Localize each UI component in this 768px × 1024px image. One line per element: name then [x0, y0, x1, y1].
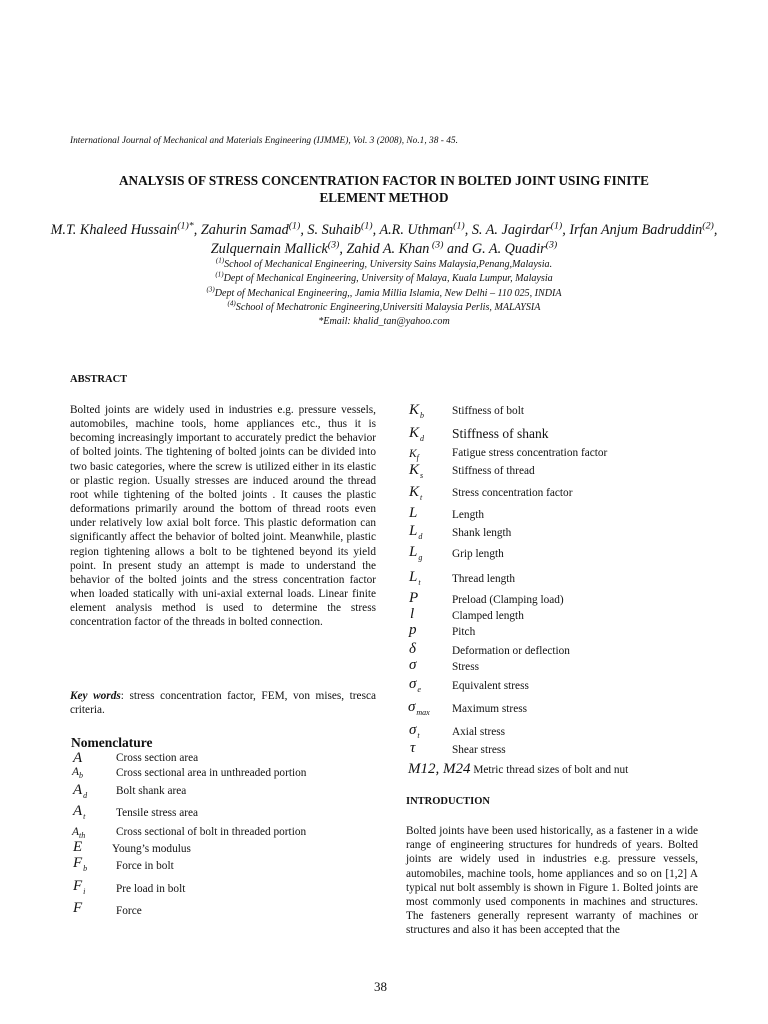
nom-symbol: M12, M24 — [408, 761, 471, 777]
nom-subscript: g — [418, 553, 423, 562]
nom-symbol-char: A — [72, 766, 80, 778]
nom-symbol — [73, 878, 85, 895]
affiliation — [40, 258, 728, 272]
affiliation-list — [40, 258, 728, 329]
nom-subscript: max — [416, 708, 430, 717]
author-affiliation-mark: (3) — [327, 239, 340, 251]
affiliation-mark: (1) — [215, 270, 224, 279]
nom-symbol-char: σ — [409, 722, 417, 738]
nom-subscript: b — [79, 771, 84, 780]
author-separator: , — [713, 222, 718, 238]
author-affiliation-mark: (1)* — [177, 220, 194, 232]
nom-subscript: t — [83, 812, 86, 821]
author-separator: , — [300, 222, 308, 238]
affiliation-mark: (4) — [227, 299, 236, 308]
page-number: 38 — [374, 979, 387, 994]
nom-description: Force — [116, 905, 142, 917]
abstract-body: Bolted joints are widely used in industries e.g. pressure vessels, automobiles, machine tools, home appliances etc., thus it is becoming increasingly important to accurately predict the behavior of bolted joints. The tightening of bolted joints can be divided into two basic categories, where the screw is utilized either in its elastic or plastic region. Usually stresses are induced around the thread root while tightening of the bolted joints . It causes the plastic deformations primarily around the bottom of thread roots even under relatively low axial bolt force. This plastic deformation can significantly affect the behavior of bolted joint. Meanwhile, plastic region tightening allows a bolt to be tightened beyond its yield point. In present study an attempt is made to understand the behavior of the bolted joints and the stress concentration factor when loaded statically with uni-axial external loads. Linear finite element analysis method is used to determine the stress concentration factor of the threads in bolted connection. — [70, 404, 376, 629]
nom-symbol-char: E — [73, 839, 83, 855]
author: M.T. Khaleed Hussain — [50, 222, 178, 238]
nom-symbol — [409, 676, 421, 693]
affiliation-mark: (1) — [215, 256, 225, 265]
nom-symbol-char: δ — [409, 641, 416, 657]
keywords-label: Key words — [70, 690, 121, 702]
nom-description: Young’s modulus — [112, 843, 191, 855]
nom-symbol — [409, 523, 422, 540]
nom-symbol-char: L — [409, 505, 418, 521]
introduction-body: Bolted joints have been used historically, as a fastener in a wide range of engineering structures for hundreds of years. Bolted joints are widely used in industries e.g. pressure vessels, automobiles, machine tools, home appliances and so on [1,2] A typical nut bolt assembly is shown in Figure 1. Bolted joints are most commonly used components in machines and structures. The fasteners generally represent warranty of machines or structures and also it has been accepted that the — [406, 825, 698, 937]
nom-description: Stiffness of bolt — [452, 405, 524, 417]
nom-symbol-char: A — [73, 782, 83, 798]
nom-description: Force in bolt — [116, 860, 174, 872]
author-affiliation-mark: (2) — [702, 220, 714, 232]
nom-symbol-char: K — [409, 484, 420, 500]
author-separator: , — [339, 241, 347, 257]
author-separator: , — [372, 222, 380, 238]
nom-description: Axial stress — [452, 726, 506, 738]
nom-description: Tensile stress area — [116, 807, 199, 819]
nom-description: Thread length — [452, 573, 516, 585]
abstract-heading: ABSTRACT — [70, 374, 128, 385]
nom-symbol — [409, 402, 424, 419]
author: Zahid A. Khan — [346, 241, 430, 257]
nom-symbol — [72, 826, 85, 838]
nom-symbol — [410, 606, 414, 623]
nom-subscript: d — [418, 532, 423, 541]
nom-symbol-char: τ — [410, 740, 416, 756]
nom-subscript: t — [417, 731, 420, 740]
nom-description: Cross sectional area in unthreaded portion — [116, 767, 307, 779]
nom-symbol-char: A — [72, 826, 80, 838]
nom-symbol-char: P — [409, 590, 419, 606]
nom-subscript: d — [420, 434, 425, 443]
keywords — [70, 689, 376, 717]
nom-symbol-char: σ — [409, 676, 417, 692]
author: Irfan Anjum Badruddin — [569, 222, 703, 238]
nom-symbol — [410, 740, 415, 757]
nom-subscript: b — [83, 864, 88, 873]
nom-symbol-char: l — [410, 606, 415, 622]
affiliation-mark: (3) — [206, 285, 215, 294]
nom-description: Pitch — [452, 626, 476, 638]
affiliation-text: School of Mechanical Engineering, University Sains Malaysia,Penang,Malaysia. — [224, 259, 553, 270]
journal-citation: International Journal of Mechanical and Materials Engineering (IJMME), Vol. 3 (2008), No.1, 38 - 45. — [70, 136, 458, 146]
nom-description: Pre load in bolt — [116, 883, 186, 895]
nomenclature-heading: Nomenclature — [71, 735, 153, 750]
nom-description: Cross sectional of bolt in threaded portion — [116, 826, 307, 838]
nom-description: Fatigue stress concentration factor — [452, 447, 608, 459]
affiliation-text: School of Mechatronic Engineering,Universiti Malaysia Perlis, MALAYSIA — [235, 301, 541, 313]
nom-description: Stress concentration factor — [452, 487, 573, 499]
nom-description: Shear stress — [452, 744, 506, 756]
title-line-1: ANALYSIS OF STRESS CONCENTRATION FACTOR IN BOLTED JOINT USING FINITE — [119, 173, 649, 188]
author-affiliation-mark: (1) — [288, 220, 301, 232]
nom-symbol — [73, 782, 87, 799]
nom-symbol — [409, 425, 424, 442]
nom-subscript: t — [420, 493, 423, 502]
nom-subscript: f — [416, 453, 419, 462]
author-separator: and — [443, 241, 472, 257]
nom-symbol-char: σ — [408, 699, 416, 715]
author: G. A. Quadir — [471, 241, 546, 257]
nom-description: Metric thread sizes of bolt and nut — [473, 764, 629, 776]
nom-symbol-char: L — [409, 544, 418, 560]
author-affiliation-mark: (3) — [429, 239, 444, 251]
nom-description: Grip length — [452, 548, 504, 560]
title-line-2: ELEMENT METHOD — [319, 190, 449, 205]
author-separator: , — [464, 222, 472, 238]
affiliation — [40, 272, 728, 286]
nom-subscript: i — [83, 887, 86, 896]
nom-symbol-char: A — [73, 750, 83, 766]
author-separator: , — [193, 222, 201, 238]
nom-description: Stiffness of shank — [452, 426, 549, 441]
nom-subscript: t — [418, 578, 421, 587]
nom-symbol — [409, 544, 422, 561]
author-affiliation-mark: (1) — [550, 220, 563, 232]
affiliation-text: Dept of Mechanical Engineering, University of Malaya, Kuala Lumpur, Malaysia — [223, 273, 553, 285]
author-affiliation-mark: (1) — [453, 220, 465, 232]
nom-symbol — [73, 839, 82, 856]
nom-symbol — [72, 766, 83, 778]
nom-symbol-char: L — [409, 569, 418, 585]
nom-description: Preload (Clamping load) — [452, 594, 564, 606]
nom-symbol-char: K — [409, 448, 417, 460]
author-affiliation-mark: (3) — [545, 239, 558, 251]
nom-subscript: th — [79, 831, 86, 840]
nom-symbol — [409, 484, 422, 501]
nom-description: Equivalent stress — [452, 680, 529, 692]
nom-symbol — [409, 622, 417, 639]
nom-description: Bolt shank area — [116, 785, 187, 797]
paper-title — [40, 172, 728, 206]
keywords-text: : stress concentration factor, FEM, von mises, tresca criteria. — [70, 690, 376, 717]
nom-description: Cross section area — [116, 752, 199, 764]
nom-symbol-char: p — [409, 622, 417, 638]
nom-symbol — [73, 855, 87, 872]
nom-symbol — [409, 641, 416, 658]
nom-symbol-char: F — [73, 900, 83, 916]
nom-description: Stress — [452, 661, 479, 673]
nom-subscript: s — [420, 471, 424, 480]
author-list — [40, 221, 728, 259]
nom-description: Stiffness of thread — [452, 465, 535, 477]
nom-symbol — [409, 657, 416, 674]
author-separator: , — [562, 222, 570, 238]
nom-symbol-char: F — [73, 855, 83, 871]
affiliation-text: Dept of Mechanical Engineering,, Jamia Millia Islamia, New Delhi – 110 025, INDIA — [214, 287, 562, 299]
nom-symbol-char: K — [409, 425, 420, 441]
nom-symbol — [409, 590, 418, 607]
author: Zulquernain Mallick — [210, 241, 328, 257]
nom-symbol — [409, 462, 423, 479]
nom-symbol — [73, 803, 85, 820]
nom-symbol — [409, 448, 419, 460]
nom-subscript: e — [417, 685, 421, 694]
nom-subscript: b — [420, 411, 425, 420]
author: S. A. Jagirdar — [471, 222, 551, 238]
nom-symbol — [409, 569, 421, 586]
author: Zahurin Samad — [200, 222, 289, 238]
nom-symbol — [73, 750, 82, 767]
nom-symbol — [409, 722, 420, 739]
author: S. Suhaib — [307, 222, 362, 238]
nom-symbol — [73, 900, 82, 917]
nom-symbol-char: K — [409, 402, 420, 418]
nom-description: Clamped length — [452, 610, 524, 622]
nom-symbol-char: σ — [409, 657, 417, 673]
nom-symbol — [408, 699, 430, 716]
author-affiliation-mark: (1) — [361, 220, 373, 232]
email: *Email: khalid_tan@yahoo.com — [318, 316, 450, 328]
nom-metric-row — [408, 761, 628, 778]
author: A.R. Uthman — [379, 222, 454, 238]
nom-description: Shank length — [452, 527, 512, 539]
nom-symbol-char: A — [73, 803, 83, 819]
affiliation — [40, 287, 728, 301]
nom-description: Deformation or deflection — [452, 645, 570, 657]
nom-subscript: d — [83, 791, 88, 800]
nom-symbol-char: K — [409, 462, 420, 478]
introduction-heading: INTRODUCTION — [406, 796, 491, 807]
nom-symbol-char: F — [73, 878, 83, 894]
affiliation — [40, 301, 728, 315]
nom-description: Maximum stress — [452, 703, 527, 715]
nom-description: Length — [452, 509, 484, 521]
nom-symbol-char: L — [409, 523, 418, 539]
nom-symbol — [409, 505, 417, 522]
